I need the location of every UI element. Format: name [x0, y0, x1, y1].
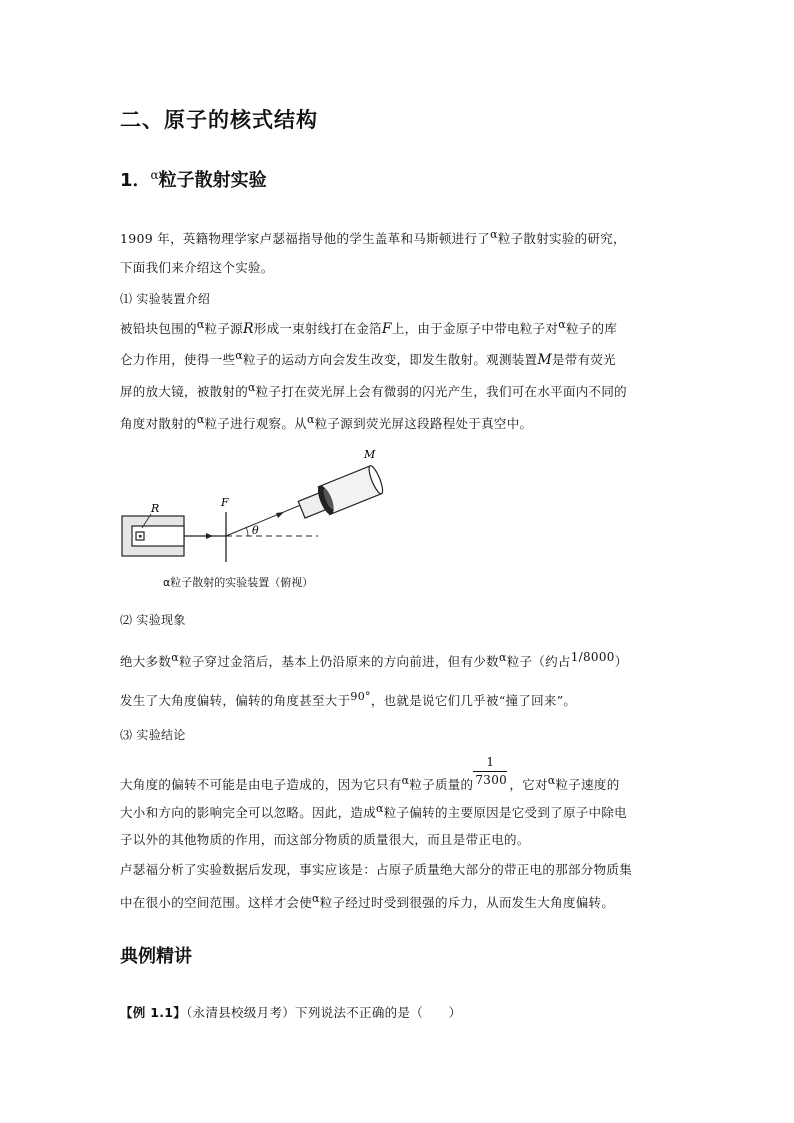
fraction: $\frac{1}{7300}$ [475, 755, 508, 788]
label-R: R [151, 502, 160, 515]
figure-caption: α粒子散射的实验装置（俯视） [163, 576, 314, 589]
example-text: （永清县校级月考）下列说法不正确的是（ ） [186, 1005, 462, 1020]
subsection-title [120, 166, 267, 192]
part1-line-1: 被铅块包围的α粒子源R形成一束射线打在金箔F上，由于金原子中带电粒子对α粒子的库 [120, 318, 618, 338]
part3-line-4: 卢瑟福分析了实验数据后发现，事实应该是：占原子质量绝大部分的带正电的那部分物质集 [120, 862, 633, 877]
microscope-M [296, 464, 385, 523]
intro-line-2: 下面我们来介绍这个实验。 [120, 260, 274, 275]
label-theta: θ [252, 524, 259, 537]
part2-heading: ⑵ 实验现象 [120, 613, 186, 627]
examples-title: 典例精讲 [120, 946, 192, 967]
subsection-number: 1． [120, 170, 151, 191]
part1-line-4: 角度对散射的α粒子进行观察。从α粒子源到荧光屏这段路程处于真空中。 [120, 413, 533, 432]
part3-line-1: 大角度的偏转不可能是由电子造成的，因为它只有α粒子质量的 $\frac{1}{7300}$ ，它对α粒子速度的 [120, 755, 620, 793]
theta-arc [246, 527, 248, 536]
beam-arrow [206, 533, 213, 539]
part2-line-2: 发生了大角度偏转，偏转的角度甚至大于90°，也就是说它们几乎被“撞了回来”。 [120, 690, 577, 709]
subsection-text: 粒子散射实验 [158, 170, 267, 191]
scattered-ray [226, 504, 303, 536]
label-M: M [364, 448, 376, 461]
part3-heading: ⑶ 实验结论 [120, 728, 186, 742]
section-title: 二、原子的核式结构 [120, 108, 318, 132]
part1-line-2: 仑力作用，使得一些α粒子的运动方向会发生改变，即发生散射。观测装置M是带有荧光 [120, 349, 616, 369]
alpha-symbol: α [150, 168, 159, 182]
scattered-arrow [276, 512, 284, 518]
part3-line-2: 大小和方向的影响完全可以忽略。因此，造成α粒子偏转的主要原因是它受到了原子中除电 [120, 802, 627, 821]
part1-heading: ⑴ 实验装置介绍 [120, 292, 211, 306]
part3-line-3: 子以外的其他物质的作用，而这部分物质的质量很大，而且是带正电的。 [120, 832, 530, 847]
label-F: F [221, 496, 229, 509]
example-label: 【例 1.1】 [120, 1005, 187, 1020]
part2-line-1: 绝大多数α粒子穿过金箔后，基本上仍沿原来的方向前进，但有少数α粒子（约占1/8000） [120, 650, 628, 670]
part1-line-3: 屏的放大镜，被散射的α粒子打在荧光屏上会有微弱的闪光产生，我们可在水平面内不同的 [120, 381, 627, 400]
example-1-1 [120, 1003, 680, 1021]
part3-line-5: 中在很小的空间范围。这样才会使α粒子经过时受到很强的斥力，从而发生大角度偏转。 [120, 892, 615, 911]
intro-line-1: 1909 年，英籍物理学家卢瑟福指导他的学生盖革和马斯顿进行了α粒子散射实验的研究， [120, 228, 626, 247]
scattering-apparatus-figure [118, 446, 388, 576]
